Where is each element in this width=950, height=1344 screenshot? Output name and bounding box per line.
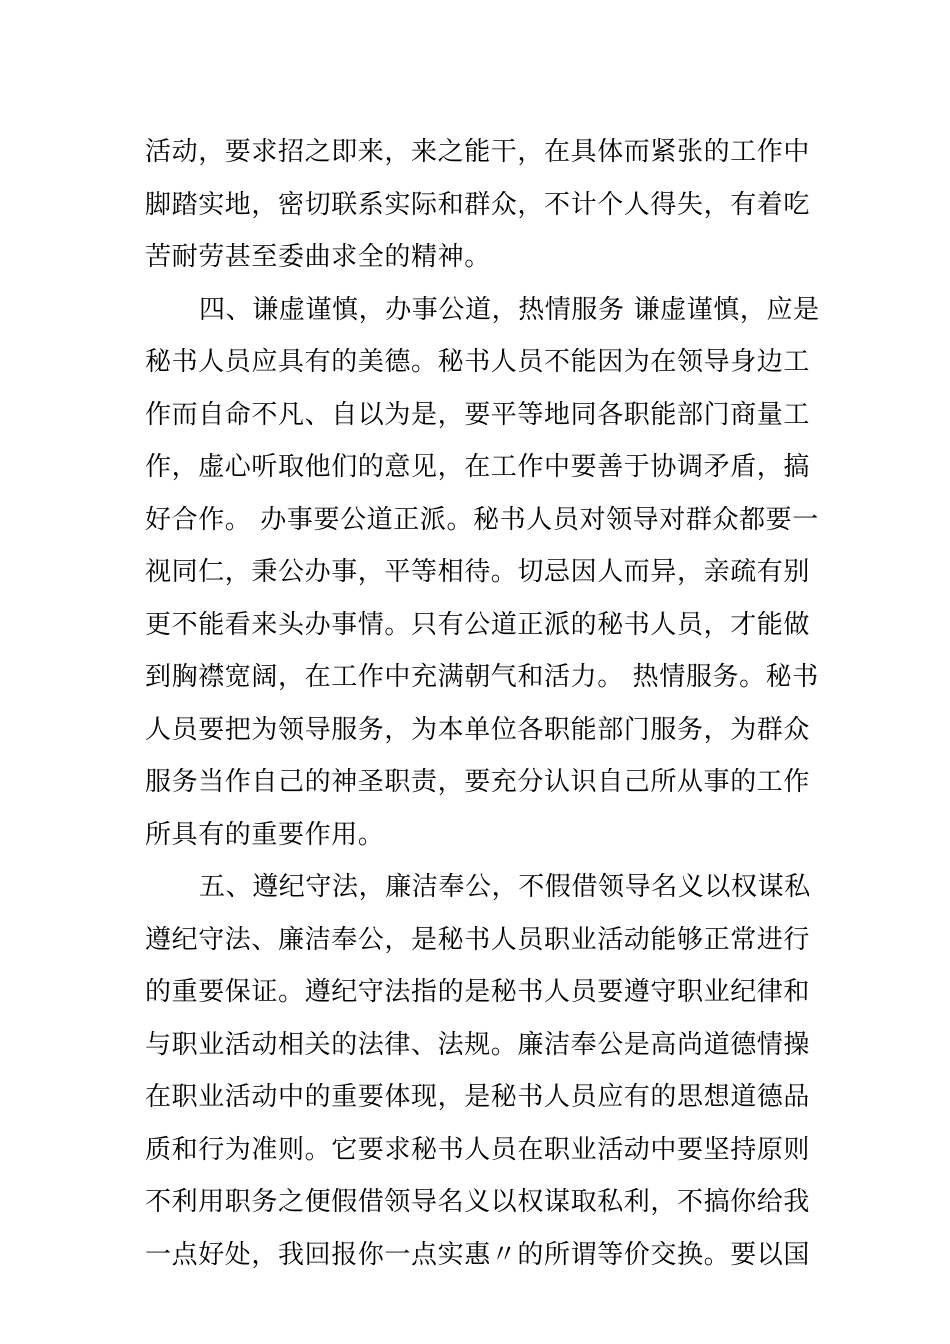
- text-line: 秘书人员应具有的美德。秘书人员不能因为在领导身边工: [145, 347, 811, 377]
- text-line: 人员要把为领导服务，为本单位各职能部门服务，为群众: [145, 714, 811, 745]
- text-line: 的重要保证。遵纪守法指的是秘书人员要遵守职业纪律和: [145, 977, 811, 1007]
- text-line: 服务当作自己的神圣职责，要充分认识自己所从事的工作: [145, 767, 811, 797]
- text-line: 作，虚心听取他们的意见，在工作中要善于协调矛盾，搞: [145, 452, 811, 482]
- section-heading-five: 五、遵纪守法，廉洁奉公，不假借领导名义以权谋私: [199, 872, 811, 902]
- text-line: 到胸襟宽阔，在工作中充满朝气和活力。 热情服务。秘书: [145, 662, 819, 692]
- section-heading-four: 四、谦虚谨慎，办事公道，热情服务 谦虚谨慎，应是: [199, 294, 820, 325]
- text-line: 视同仁，秉公办事，平等相待。切忌因人而异，亲疏有别: [145, 557, 811, 587]
- text-line: 作而自命不凡、自以为是，要平等地同各职能部门商量工: [145, 399, 811, 430]
- text-line: 不利用职务之便假借领导名义以权谋取私利，不搞你给我: [145, 1187, 811, 1217]
- text-line: 更不能看来头办事情。只有公道正派的秘书人员，才能做: [145, 609, 811, 640]
- text-line: 活动，要求招之即来，来之能干，在具体而紧张的工作中: [145, 137, 811, 167]
- text-line: 遵纪守法、廉洁奉公，是秘书人员职业活动能够正常进行: [145, 924, 811, 955]
- text-line: 所具有的重要作用。: [145, 819, 385, 850]
- text-line: 一点好处，我回报你一点实惠〃的所谓等价交换。要以国: [145, 1239, 811, 1270]
- document-body: [145, 126, 820, 1281]
- text-line: 脚踏实地，密切联系实际和群众，不计个人得失，有着吃: [145, 189, 811, 220]
- text-line: 质和行为准则。它要求秘书人员在职业活动中要坚持原则: [145, 1134, 811, 1165]
- text-line: 好合作。 办事要公道正派。秘书人员对领导对群众都要一: [145, 504, 819, 535]
- text-line: 与职业活动相关的法律、法规。廉洁奉公是高尚道德情操: [145, 1029, 811, 1060]
- text-line: 苦耐劳甚至委曲求全的精神。: [145, 242, 491, 272]
- text-line: 在职业活动中的重要体现，是秘书人员应有的思想道德品: [145, 1082, 811, 1112]
